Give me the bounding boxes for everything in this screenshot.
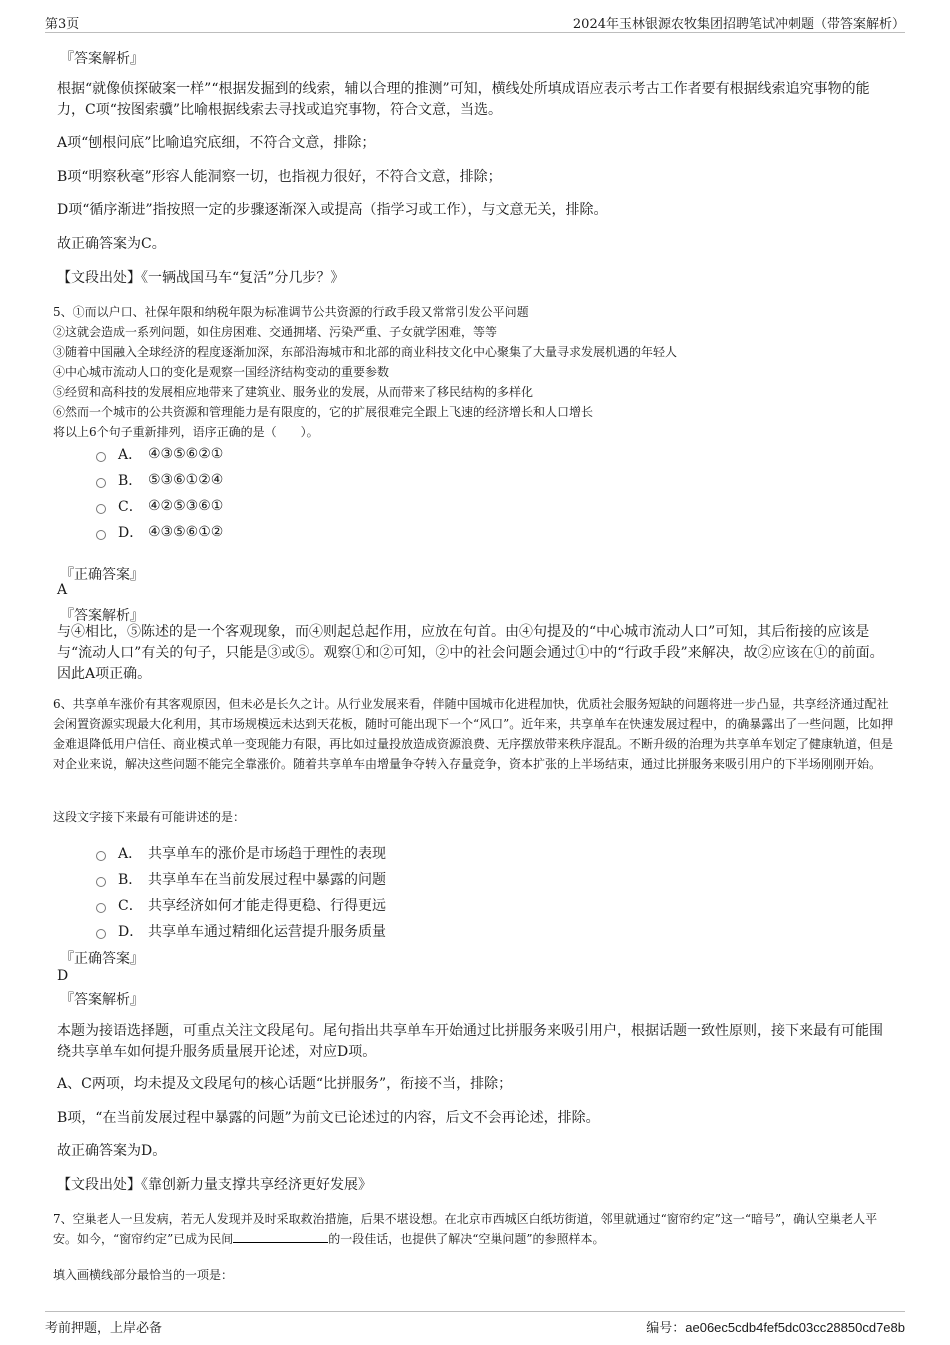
q5-question: 将以上6个句子重新排列，语序正确的是（ ）。 xyxy=(53,425,319,439)
radio-icon[interactable] xyxy=(96,478,106,488)
q4-analysis: 根据“就像侦探破案一样”“根据发掘到的线索，辅以合理的推测”可知，横线处所填成语应表示考古工作者要有根据线索追究事物的能力，C项“按图索骥”比喻根据线索去寻找或追究事物，符合文意，当选。 xyxy=(57,81,870,118)
q4-a-note: A项“刨根问底”比喻追究底细，不符合文意，排除； xyxy=(57,135,376,151)
document-id: 编号：ae06ec5cdb4fef5dc03cc28850cd7e8b xyxy=(646,1320,905,1335)
q6-options xyxy=(96,842,386,942)
q4-analysis-tag: 『答案解析』 xyxy=(60,51,144,67)
radio-icon[interactable] xyxy=(96,452,106,462)
q6-passage: 6、共享单车涨价有其客观原因，但未必是长久之计。从行业发展来看，伴随中国城市化进程加快，优质社会服务短缺的问题将进一步凸显，共享经济通过配社会闲置资源实现最大化利用，其市场规模远未达到天花板，随时可能出现下一个“风口”。近年来，共享单车在快速发展过程中，的确暴露出了一些问题，比如押金难退降低用户信任、商业模式单一变现能力有限，再比如过量投放造成资源浪费、无序摆放带来秩序混乱。不断升级的治理为共享单车划定了健康轨道，但是对企业来说，解决这些问题不能完全靠涨价。随着共享单车由增量争夺转入存量竞争，资本扩张的上半场结束，通过比拼服务来吸引用户的下半场刚刚开始。 xyxy=(53,697,894,771)
q5-sentence: 5、①而以户口、社保年限和纳税年限为标准调节公共资源的行政手段又常常引发公平问题 xyxy=(53,305,529,319)
q6-analysis: 本题为接语选择题，可重点关注文段尾句。尾句指出共享单车开始通过比拼服务来吸引用户，根据话题一致性原则，接下来最有可能围绕共享单车如何提升服务质量展开论述，对应D项。 xyxy=(57,1023,883,1060)
document-title: 2024年玉林银源农牧集团招聘笔试冲刺题（带答案解析） xyxy=(572,17,905,32)
radio-icon[interactable] xyxy=(96,504,106,514)
footer-slogan: 考前押题，上岸必备 xyxy=(45,1321,163,1336)
radio-icon[interactable] xyxy=(96,929,106,939)
fill-blank xyxy=(233,1230,328,1243)
q5-sentence: ⑤经贸和高科技的发展相应地带来了建筑业、服务业的发展，从而带来了移民结构的多样化 xyxy=(53,385,534,399)
q5-sentence: ④中心城市流动人口的变化是观察一国经济结构变动的重要参数 xyxy=(53,365,390,379)
q5-option-b[interactable]: B． ⑤③⑥①②④ xyxy=(96,469,223,491)
radio-icon[interactable] xyxy=(96,903,106,913)
q6-option-b[interactable]: B． 共享单车在当前发展过程中暴露的问题 xyxy=(96,868,386,890)
q5-analysis-tag: 『答案解析』 xyxy=(60,608,144,624)
q4-d-note: D项“循序渐进”指按照一定的步骤逐渐深入或提高（指学习或工作），与文意无关，排除。 xyxy=(57,202,608,218)
page-footer xyxy=(45,1311,905,1340)
page-header xyxy=(45,10,905,33)
q5-sentence: ③随着中国融入全球经济的程度逐渐加深，东部沿海城市和北部的商业科技文化中心聚集了大量寻求发展机遇的年轻人 xyxy=(53,345,678,359)
q6-option-c[interactable]: C． 共享经济如何才能走得更稳、行得更远 xyxy=(96,894,386,916)
page-number: 第3页 xyxy=(45,17,80,32)
q6-question: 这段文字接下来最有可能讲述的是： xyxy=(53,810,246,824)
radio-icon[interactable] xyxy=(96,530,106,540)
q4-source: 【文段出处】《一辆战国马车“复活”分几步？》 xyxy=(57,270,345,286)
q5-sentence: ②这就会造成一系列问题，如住房困难、交通拥堵、污染严重、子女就学困难，等等 xyxy=(53,325,498,339)
q6-answer-tag: 『正确答案』 xyxy=(60,951,144,967)
q6-answer: D xyxy=(57,968,69,984)
q6-analysis-tag: 『答案解析』 xyxy=(60,992,144,1008)
q5-option-d[interactable]: D． ④③⑤⑥①② xyxy=(96,521,223,543)
q5-stem xyxy=(53,302,898,442)
q7-passage: 7、空巢老人一旦发病，若无人发现并及时采取救治措施，后果不堪设想。在北京市西城区白纸坊街道，邻里就通过“窗帘约定”这一“暗号”，确认空巢老人平安。如今，“窗帘约定”已成为民间 的一段佳话，也提供了解决“空巢问题”的参照样本。 xyxy=(53,1212,878,1246)
q5-sentence: ⑥然而一个城市的公共资源和管理能力是有限度的，它的扩展很难完全跟上飞速的经济增长和人口增长 xyxy=(53,405,594,419)
q7-question: 填入画横线部分最恰当的一项是： xyxy=(53,1268,234,1282)
q5-analysis: 与④相比，⑤陈述的是一个客观现象，而④则起总起作用，应放在句首。由④句提及的“中心城市流动人口”可知，其后衔接的应该是与“流动人口”有关的句子，只能是③或⑤。观察①和②可知，②中的社会问题会通过①中的“行政手段”来解决，故②应该在①的前面。因此A项正确。 xyxy=(57,624,884,682)
q5-option-c[interactable]: C． ④②⑤③⑥① xyxy=(96,495,223,517)
q5-options xyxy=(96,443,223,543)
q5-answer: A xyxy=(57,582,68,598)
radio-icon[interactable] xyxy=(96,851,106,861)
q5-answer-tag: 『正确答案』 xyxy=(60,567,144,583)
q5-option-a[interactable]: A． ④③⑤⑥②① xyxy=(96,443,223,465)
q4-b-note: B项“明察秋毫”形容人能洞察一切，也指视力很好，不符合文意，排除； xyxy=(57,169,502,185)
q4-conclusion: 故正确答案为C。 xyxy=(57,236,166,252)
q6-option-d[interactable]: D． 共享单车通过精细化运营提升服务质量 xyxy=(96,920,386,942)
q6-ac-note: A、C两项，均未提及文段尾句的核心话题“比拼服务”，衔接不当，排除； xyxy=(57,1076,513,1092)
q6-source: 【文段出处】《靠创新力量支撑共享经济更好发展》 xyxy=(57,1177,372,1193)
q6-conclusion: 故正确答案为D。 xyxy=(57,1143,167,1159)
q6-option-a[interactable]: A． 共享单车的涨价是市场趋于理性的表现 xyxy=(96,842,386,864)
radio-icon[interactable] xyxy=(96,877,106,887)
q6-b-note: B项，“在当前发展过程中暴露的问题”为前文已论述过的内容，后文不会再论述，排除。 xyxy=(57,1110,600,1126)
